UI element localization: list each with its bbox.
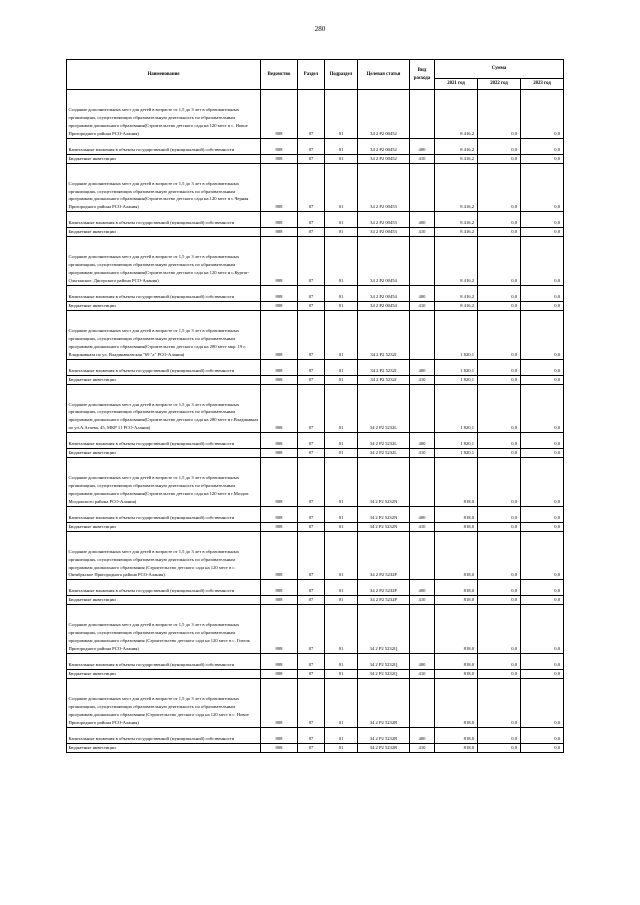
row-vr: 410 <box>410 228 435 237</box>
row-vedomstvo: 808 <box>261 90 298 139</box>
row-vedomstvo: 808 <box>261 449 298 458</box>
row-podrazdel: 01 <box>325 670 358 679</box>
row-vr: 410 <box>410 743 435 752</box>
row-amount-2022: 0,0 <box>478 285 521 301</box>
row-name: Капитальные вложения в объекты государственной (муниципальной) собственности <box>67 506 261 522</box>
row-vedomstvo: 808 <box>261 433 298 449</box>
row-vr <box>410 163 435 212</box>
row-vr <box>410 384 435 433</box>
row-csr: 34 2 P2 5232N <box>358 458 410 507</box>
row-razdel: 07 <box>298 375 325 384</box>
row-amount-2023: 0,0 <box>521 679 564 728</box>
row-amount-2023: 0,0 <box>521 654 564 670</box>
row-podrazdel: 01 <box>325 522 358 531</box>
row-podrazdel: 01 <box>325 506 358 522</box>
row-vedomstvo: 808 <box>261 580 298 596</box>
table-row <box>67 670 564 679</box>
row-vr <box>410 605 435 654</box>
row-amount-2021: 818,0 <box>435 580 478 596</box>
row-razdel: 07 <box>298 679 325 728</box>
row-amount-2023: 0,0 <box>521 138 564 154</box>
row-vedomstvo: 808 <box>261 670 298 679</box>
row-razdel: 07 <box>298 301 325 310</box>
row-razdel: 07 <box>298 531 325 580</box>
table-row <box>67 679 564 728</box>
row-csr: 34 2 P2 00453 <box>358 228 410 237</box>
row-vr <box>410 679 435 728</box>
row-vedomstvo: 808 <box>261 522 298 531</box>
row-amount-2023: 0,0 <box>521 375 564 384</box>
row-name: Бюджетные инвестиции <box>67 449 261 458</box>
row-amount-2023: 0,0 <box>521 359 564 375</box>
row-amount-2023: 0,0 <box>521 310 564 359</box>
row-csr: 34 2 P2 5232R <box>358 727 410 743</box>
row-amount-2023: 0,0 <box>521 212 564 228</box>
row-amount-2023: 0,0 <box>521 301 564 310</box>
row-podrazdel: 01 <box>325 138 358 154</box>
table-row <box>67 654 564 670</box>
row-amount-2022: 0,0 <box>478 138 521 154</box>
row-csr: 34 2 P2 5232P <box>358 596 410 605</box>
row-amount-2023: 0,0 <box>521 237 564 286</box>
row-vedomstvo: 808 <box>261 506 298 522</box>
row-amount-2022: 0,0 <box>478 679 521 728</box>
row-podrazdel: 01 <box>325 375 358 384</box>
row-vr <box>410 90 435 139</box>
row-razdel: 07 <box>298 727 325 743</box>
row-amount-2021: 818,0 <box>435 522 478 531</box>
row-vedomstvo: 808 <box>261 654 298 670</box>
row-amount-2021: 818,0 <box>435 727 478 743</box>
row-razdel: 07 <box>298 596 325 605</box>
row-vedomstvo: 808 <box>261 138 298 154</box>
row-vr: 410 <box>410 522 435 531</box>
table-row <box>67 310 564 359</box>
row-podrazdel: 01 <box>325 605 358 654</box>
row-razdel: 07 <box>298 310 325 359</box>
row-name: Капитальные вложения в объекты государственной (муниципальной) собственности <box>67 433 261 449</box>
row-podrazdel: 01 <box>325 163 358 212</box>
header-podrazdel: Подраздел <box>325 60 358 90</box>
row-podrazdel: 01 <box>325 531 358 580</box>
row-csr: 34 2 P2 5232R <box>358 679 410 728</box>
row-csr: 34 2 P2 00454 <box>358 285 410 301</box>
table-row <box>67 596 564 605</box>
row-amount-2021: 1 820,1 <box>435 359 478 375</box>
row-amount-2022: 0,0 <box>478 301 521 310</box>
row-csr: 34 2 P2 5232P <box>358 531 410 580</box>
row-vedomstvo: 808 <box>261 228 298 237</box>
row-vedomstvo: 808 <box>261 743 298 752</box>
row-razdel: 07 <box>298 163 325 212</box>
row-csr: 34 2 P2 5232J <box>358 310 410 359</box>
table-row <box>67 580 564 596</box>
row-vedomstvo: 808 <box>261 301 298 310</box>
row-csr: 34 2 P2 00453 <box>358 212 410 228</box>
row-name: Бюджетные инвестиции <box>67 522 261 531</box>
row-amount-2022: 0,0 <box>478 237 521 286</box>
row-vedomstvo: 808 <box>261 605 298 654</box>
row-amount-2023: 0,0 <box>521 154 564 163</box>
row-vedomstvo: 808 <box>261 237 298 286</box>
table-row <box>67 384 564 433</box>
row-name: Бюджетные инвестиции <box>67 670 261 679</box>
row-name: Создание дополнительных мест для детей в возрасте от 1,5 до 3 лет в образовательных организациях, осуществляющих образовательную деятельность по образовательным программам дошкольного образования (Строительство детского сада на 120 мест в с. Гизель Пригородного района РСО-Алания) <box>67 605 261 654</box>
row-csr: 34 2 P2 5232Q <box>358 605 410 654</box>
row-name: Капитальные вложения в объекты государственной (муниципальной) собственности <box>67 285 261 301</box>
row-vr: 400 <box>410 359 435 375</box>
row-csr: 34 2 P2 00454 <box>358 237 410 286</box>
row-vr: 400 <box>410 506 435 522</box>
row-amount-2022: 0,0 <box>478 228 521 237</box>
row-amount-2023: 0,0 <box>521 433 564 449</box>
row-razdel: 07 <box>298 154 325 163</box>
row-amount-2022: 0,0 <box>478 531 521 580</box>
row-razdel: 07 <box>298 285 325 301</box>
row-name: Капитальные вложения в объекты государственной (муниципальной) собственности <box>67 359 261 375</box>
table-row <box>67 743 564 752</box>
row-razdel: 07 <box>298 228 325 237</box>
header-name: Наименование <box>67 60 261 90</box>
table-row <box>67 138 564 154</box>
table-row <box>67 212 564 228</box>
row-amount-2021: 1 820,1 <box>435 375 478 384</box>
row-csr: 34 2 P2 00452 <box>358 138 410 154</box>
row-name: Бюджетные инвестиции <box>67 301 261 310</box>
row-csr: 34 2 P2 5232R <box>358 743 410 752</box>
row-amount-2021: 818,0 <box>435 743 478 752</box>
row-podrazdel: 01 <box>325 580 358 596</box>
table-row <box>67 237 564 286</box>
row-amount-2022: 0,0 <box>478 522 521 531</box>
row-name: Капитальные вложения в объекты государственной (муниципальной) собственности <box>67 212 261 228</box>
table-row <box>67 375 564 384</box>
row-amount-2021: 818,0 <box>435 596 478 605</box>
table-row <box>67 154 564 163</box>
row-amount-2021: 8 416,2 <box>435 301 478 310</box>
row-name: Капитальные вложения в объекты государственной (муниципальной) собственности <box>67 138 261 154</box>
row-razdel: 07 <box>298 506 325 522</box>
row-name: Создание дополнительных мест для детей в возрасте от 1,5 до 3 лет в образовательных организациях, осуществляющих образовательную деятельность по образовательным программам дошкольного образования (Строительство детского сада на 120 мест в с. Новое Пригородного района РСО-Алания) <box>67 679 261 728</box>
row-podrazdel: 01 <box>325 433 358 449</box>
row-razdel: 07 <box>298 237 325 286</box>
row-amount-2022: 0,0 <box>478 154 521 163</box>
row-razdel: 07 <box>298 522 325 531</box>
row-amount-2023: 0,0 <box>521 596 564 605</box>
row-amount-2021: 818,0 <box>435 679 478 728</box>
row-csr: 34 2 P2 5232L <box>358 384 410 433</box>
row-vedomstvo: 808 <box>261 285 298 301</box>
row-amount-2021: 8 416,2 <box>435 228 478 237</box>
row-name: Бюджетные инвестиции <box>67 743 261 752</box>
row-name: Создание дополнительных мест для детей в возрасте от 1,5 до 3 лет в образовательных организациях, осуществляющих образовательную деятельность по образовательным программам дошкольного образования(Строительство детского сада на 120 мест в с. Новое Пригородного района РСО-Алания) <box>67 90 261 139</box>
row-amount-2022: 0,0 <box>478 458 521 507</box>
row-amount-2021: 818,0 <box>435 506 478 522</box>
row-razdel: 07 <box>298 138 325 154</box>
row-podrazdel: 01 <box>325 458 358 507</box>
row-podrazdel: 01 <box>325 90 358 139</box>
row-amount-2023: 0,0 <box>521 228 564 237</box>
table-row <box>67 163 564 212</box>
table-body <box>67 90 564 753</box>
table-row <box>67 449 564 458</box>
row-podrazdel: 01 <box>325 727 358 743</box>
row-vr <box>410 458 435 507</box>
header-razdel: Раздел <box>298 60 325 90</box>
row-csr: 34 2 P2 5232L <box>358 433 410 449</box>
row-razdel: 07 <box>298 670 325 679</box>
row-csr: 34 2 P2 5232N <box>358 506 410 522</box>
row-amount-2023: 0,0 <box>521 670 564 679</box>
row-csr: 34 2 P2 00453 <box>358 163 410 212</box>
row-amount-2023: 0,0 <box>521 506 564 522</box>
row-amount-2021: 1 820,1 <box>435 433 478 449</box>
row-name: Капитальные вложения в объекты государственной (муниципальной) собственности <box>67 654 261 670</box>
row-amount-2022: 0,0 <box>478 605 521 654</box>
row-csr: 34 2 P2 5232P <box>358 580 410 596</box>
row-amount-2021: 8 416,2 <box>435 285 478 301</box>
row-vedomstvo: 808 <box>261 384 298 433</box>
row-razdel: 07 <box>298 580 325 596</box>
row-vedomstvo: 808 <box>261 531 298 580</box>
row-razdel: 07 <box>298 458 325 507</box>
row-amount-2023: 0,0 <box>521 522 564 531</box>
row-name: Бюджетные инвестиции <box>67 228 261 237</box>
row-amount-2021: 818,0 <box>435 531 478 580</box>
header-vedomstvo: Ведомство <box>261 60 298 90</box>
page-number: 280 <box>314 25 326 33</box>
row-amount-2023: 0,0 <box>521 531 564 580</box>
row-amount-2021: 1 820,1 <box>435 384 478 433</box>
row-name: Бюджетные инвестиции <box>67 596 261 605</box>
row-vedomstvo: 808 <box>261 458 298 507</box>
row-csr: 34 2 P2 5232Q <box>358 670 410 679</box>
row-razdel: 07 <box>298 384 325 433</box>
header-csr: Целевая статья <box>358 60 410 90</box>
table-row <box>67 506 564 522</box>
row-podrazdel: 01 <box>325 654 358 670</box>
row-csr: 34 2 P2 00452 <box>358 90 410 139</box>
header-summa: Сумма <box>435 60 564 79</box>
table-row <box>67 228 564 237</box>
row-csr: 34 2 P2 5232J <box>358 375 410 384</box>
row-podrazdel: 01 <box>325 154 358 163</box>
row-amount-2022: 0,0 <box>478 580 521 596</box>
row-amount-2022: 0,0 <box>478 163 521 212</box>
row-amount-2023: 0,0 <box>521 285 564 301</box>
row-amount-2022: 0,0 <box>478 310 521 359</box>
row-razdel: 07 <box>298 449 325 458</box>
row-podrazdel: 01 <box>325 212 358 228</box>
header-2022: 2022 год <box>478 79 521 90</box>
row-vr: 400 <box>410 654 435 670</box>
row-podrazdel: 01 <box>325 359 358 375</box>
row-podrazdel: 01 <box>325 449 358 458</box>
row-razdel: 07 <box>298 212 325 228</box>
row-podrazdel: 01 <box>325 743 358 752</box>
row-amount-2022: 0,0 <box>478 654 521 670</box>
row-vedomstvo: 808 <box>261 679 298 728</box>
row-amount-2022: 0,0 <box>478 375 521 384</box>
row-amount-2022: 0,0 <box>478 596 521 605</box>
row-vedomstvo: 808 <box>261 359 298 375</box>
row-amount-2022: 0,0 <box>478 384 521 433</box>
row-csr: 34 2 P2 5232J <box>358 359 410 375</box>
row-name: Создание дополнительных мест для детей в возрасте от 1,5 до 3 лет в образовательных организациях, осуществляющих образовательную деятельность по образовательным программам дошкольного образования(Строительство детского сада на 120 мест в г.Моздок Моздокского района РСО-Алания) <box>67 458 261 507</box>
row-podrazdel: 01 <box>325 228 358 237</box>
row-name: Создание дополнительных мест для детей в возрасте от 1,5 до 3 лет в образовательных организациях, осуществляющих образовательную деятельность по образовательным программам дошкольного образования(Строительство детского сада на 280 мест мкр. 19 г. Владикавказа по ул. Владикавказская "69 "а" РСО-Алания) <box>67 310 261 359</box>
row-amount-2022: 0,0 <box>478 449 521 458</box>
table-row <box>67 531 564 580</box>
table-row <box>67 285 564 301</box>
row-podrazdel: 01 <box>325 237 358 286</box>
row-amount-2022: 0,0 <box>478 90 521 139</box>
row-name: Создание дополнительных мест для детей в возрасте от 1,5 до 3 лет в образовательных организациях, осуществляющих образовательную деятельность по образовательным программам дошкольного образования(Строительство детского сада на 120 мест в с.Черная Пригородного района РСО-Алания) <box>67 163 261 212</box>
row-vr: 400 <box>410 727 435 743</box>
row-amount-2021: 8 416,2 <box>435 237 478 286</box>
row-vedomstvo: 808 <box>261 375 298 384</box>
row-amount-2021: 8 416,2 <box>435 138 478 154</box>
row-amount-2021: 818,0 <box>435 605 478 654</box>
row-razdel: 07 <box>298 433 325 449</box>
row-vedomstvo: 808 <box>261 310 298 359</box>
row-amount-2022: 0,0 <box>478 670 521 679</box>
row-podrazdel: 01 <box>325 596 358 605</box>
row-amount-2023: 0,0 <box>521 605 564 654</box>
row-vr <box>410 531 435 580</box>
row-amount-2022: 0,0 <box>478 727 521 743</box>
row-podrazdel: 01 <box>325 679 358 728</box>
row-amount-2022: 0,0 <box>478 433 521 449</box>
row-vr: 400 <box>410 285 435 301</box>
row-vr: 400 <box>410 212 435 228</box>
row-amount-2022: 0,0 <box>478 506 521 522</box>
row-name: Создание дополнительных мест для детей в возрасте от 1,5 до 3 лет в образовательных организациях, осуществляющих образовательную деятельность по образовательным программам дошкольного образования (Строительство детского сада на 120 мест в с. Октябрьское Пригородного района РСО-Алания) <box>67 531 261 580</box>
row-vr <box>410 310 435 359</box>
table-row <box>67 605 564 654</box>
row-amount-2021: 8 416,2 <box>435 90 478 139</box>
row-vr: 410 <box>410 375 435 384</box>
row-vr: 410 <box>410 596 435 605</box>
header-2021: 2021 год <box>435 79 478 90</box>
table-row <box>67 522 564 531</box>
table-row <box>67 301 564 310</box>
table-row <box>67 727 564 743</box>
row-amount-2023: 0,0 <box>521 384 564 433</box>
row-vr: 410 <box>410 670 435 679</box>
row-amount-2022: 0,0 <box>478 359 521 375</box>
row-amount-2023: 0,0 <box>521 90 564 139</box>
row-vr: 410 <box>410 449 435 458</box>
row-vr: 410 <box>410 301 435 310</box>
budget-table <box>66 59 564 753</box>
table-row <box>67 433 564 449</box>
row-name: Капитальные вложения в объекты государственной (муниципальной) собственности <box>67 727 261 743</box>
row-amount-2023: 0,0 <box>521 580 564 596</box>
row-podrazdel: 01 <box>325 301 358 310</box>
header-2023: 2023 год <box>521 79 564 90</box>
row-razdel: 07 <box>298 605 325 654</box>
row-csr: 34 2 P2 5232L <box>358 449 410 458</box>
row-amount-2023: 0,0 <box>521 743 564 752</box>
row-razdel: 07 <box>298 654 325 670</box>
row-amount-2023: 0,0 <box>521 449 564 458</box>
row-podrazdel: 01 <box>325 310 358 359</box>
row-razdel: 07 <box>298 359 325 375</box>
row-amount-2023: 0,0 <box>521 163 564 212</box>
row-csr: 34 2 P2 5232N <box>358 522 410 531</box>
row-vr <box>410 237 435 286</box>
row-amount-2021: 1 820,1 <box>435 310 478 359</box>
table-row <box>67 458 564 507</box>
row-vr: 400 <box>410 138 435 154</box>
row-amount-2023: 0,0 <box>521 458 564 507</box>
row-amount-2022: 0,0 <box>478 743 521 752</box>
table-row <box>67 90 564 139</box>
row-razdel: 07 <box>298 90 325 139</box>
row-amount-2022: 0,0 <box>478 212 521 228</box>
row-vedomstvo: 808 <box>261 154 298 163</box>
row-amount-2021: 818,0 <box>435 670 478 679</box>
row-vedomstvo: 808 <box>261 212 298 228</box>
row-amount-2021: 8 416,2 <box>435 212 478 228</box>
row-name: Бюджетные инвестиции <box>67 154 261 163</box>
table-row <box>67 359 564 375</box>
row-razdel: 07 <box>298 743 325 752</box>
row-name: Создание дополнительных мест для детей в возрасте от 1,5 до 3 лет в образовательных организациях, осуществляющих образовательную деятельность по образовательным программам дошкольного образования(Строительство детского сада на 280 мест в г.Владикавказ по ул.А.Агаева, 45, МКР 11 РСО-Алания) <box>67 384 261 433</box>
row-amount-2021: 8 416,2 <box>435 163 478 212</box>
row-amount-2021: 1 820,1 <box>435 449 478 458</box>
header-vr: Вид расхода <box>410 60 435 90</box>
row-amount-2021: 818,0 <box>435 654 478 670</box>
row-csr: 34 2 P2 00454 <box>358 301 410 310</box>
row-vr: 410 <box>410 154 435 163</box>
row-vedomstvo: 808 <box>261 727 298 743</box>
row-name: Бюджетные инвестиции <box>67 375 261 384</box>
row-vedomstvo: 808 <box>261 596 298 605</box>
table-header <box>67 60 564 90</box>
row-csr: 34 2 P2 5232Q <box>358 654 410 670</box>
row-csr: 34 2 P2 00452 <box>358 154 410 163</box>
row-podrazdel: 01 <box>325 285 358 301</box>
row-vr: 400 <box>410 433 435 449</box>
row-amount-2021: 818,0 <box>435 458 478 507</box>
row-name: Капитальные вложения в объекты государственной (муниципальной) собственности <box>67 580 261 596</box>
row-name: Создание дополнительных мест для детей в возрасте от 1,5 до 3 лет в образовательных организациях, осуществляющих образовательную деятельность по образовательным программам дошкольного образования(Строительство детского сада на 120 мест в с.Куртат-Ольгинское, Дигорского района РСО-Алания) <box>67 237 261 286</box>
row-podrazdel: 01 <box>325 384 358 433</box>
row-vedomstvo: 808 <box>261 163 298 212</box>
row-amount-2021: 8 416,2 <box>435 154 478 163</box>
row-amount-2023: 0,0 <box>521 727 564 743</box>
row-vr: 400 <box>410 580 435 596</box>
